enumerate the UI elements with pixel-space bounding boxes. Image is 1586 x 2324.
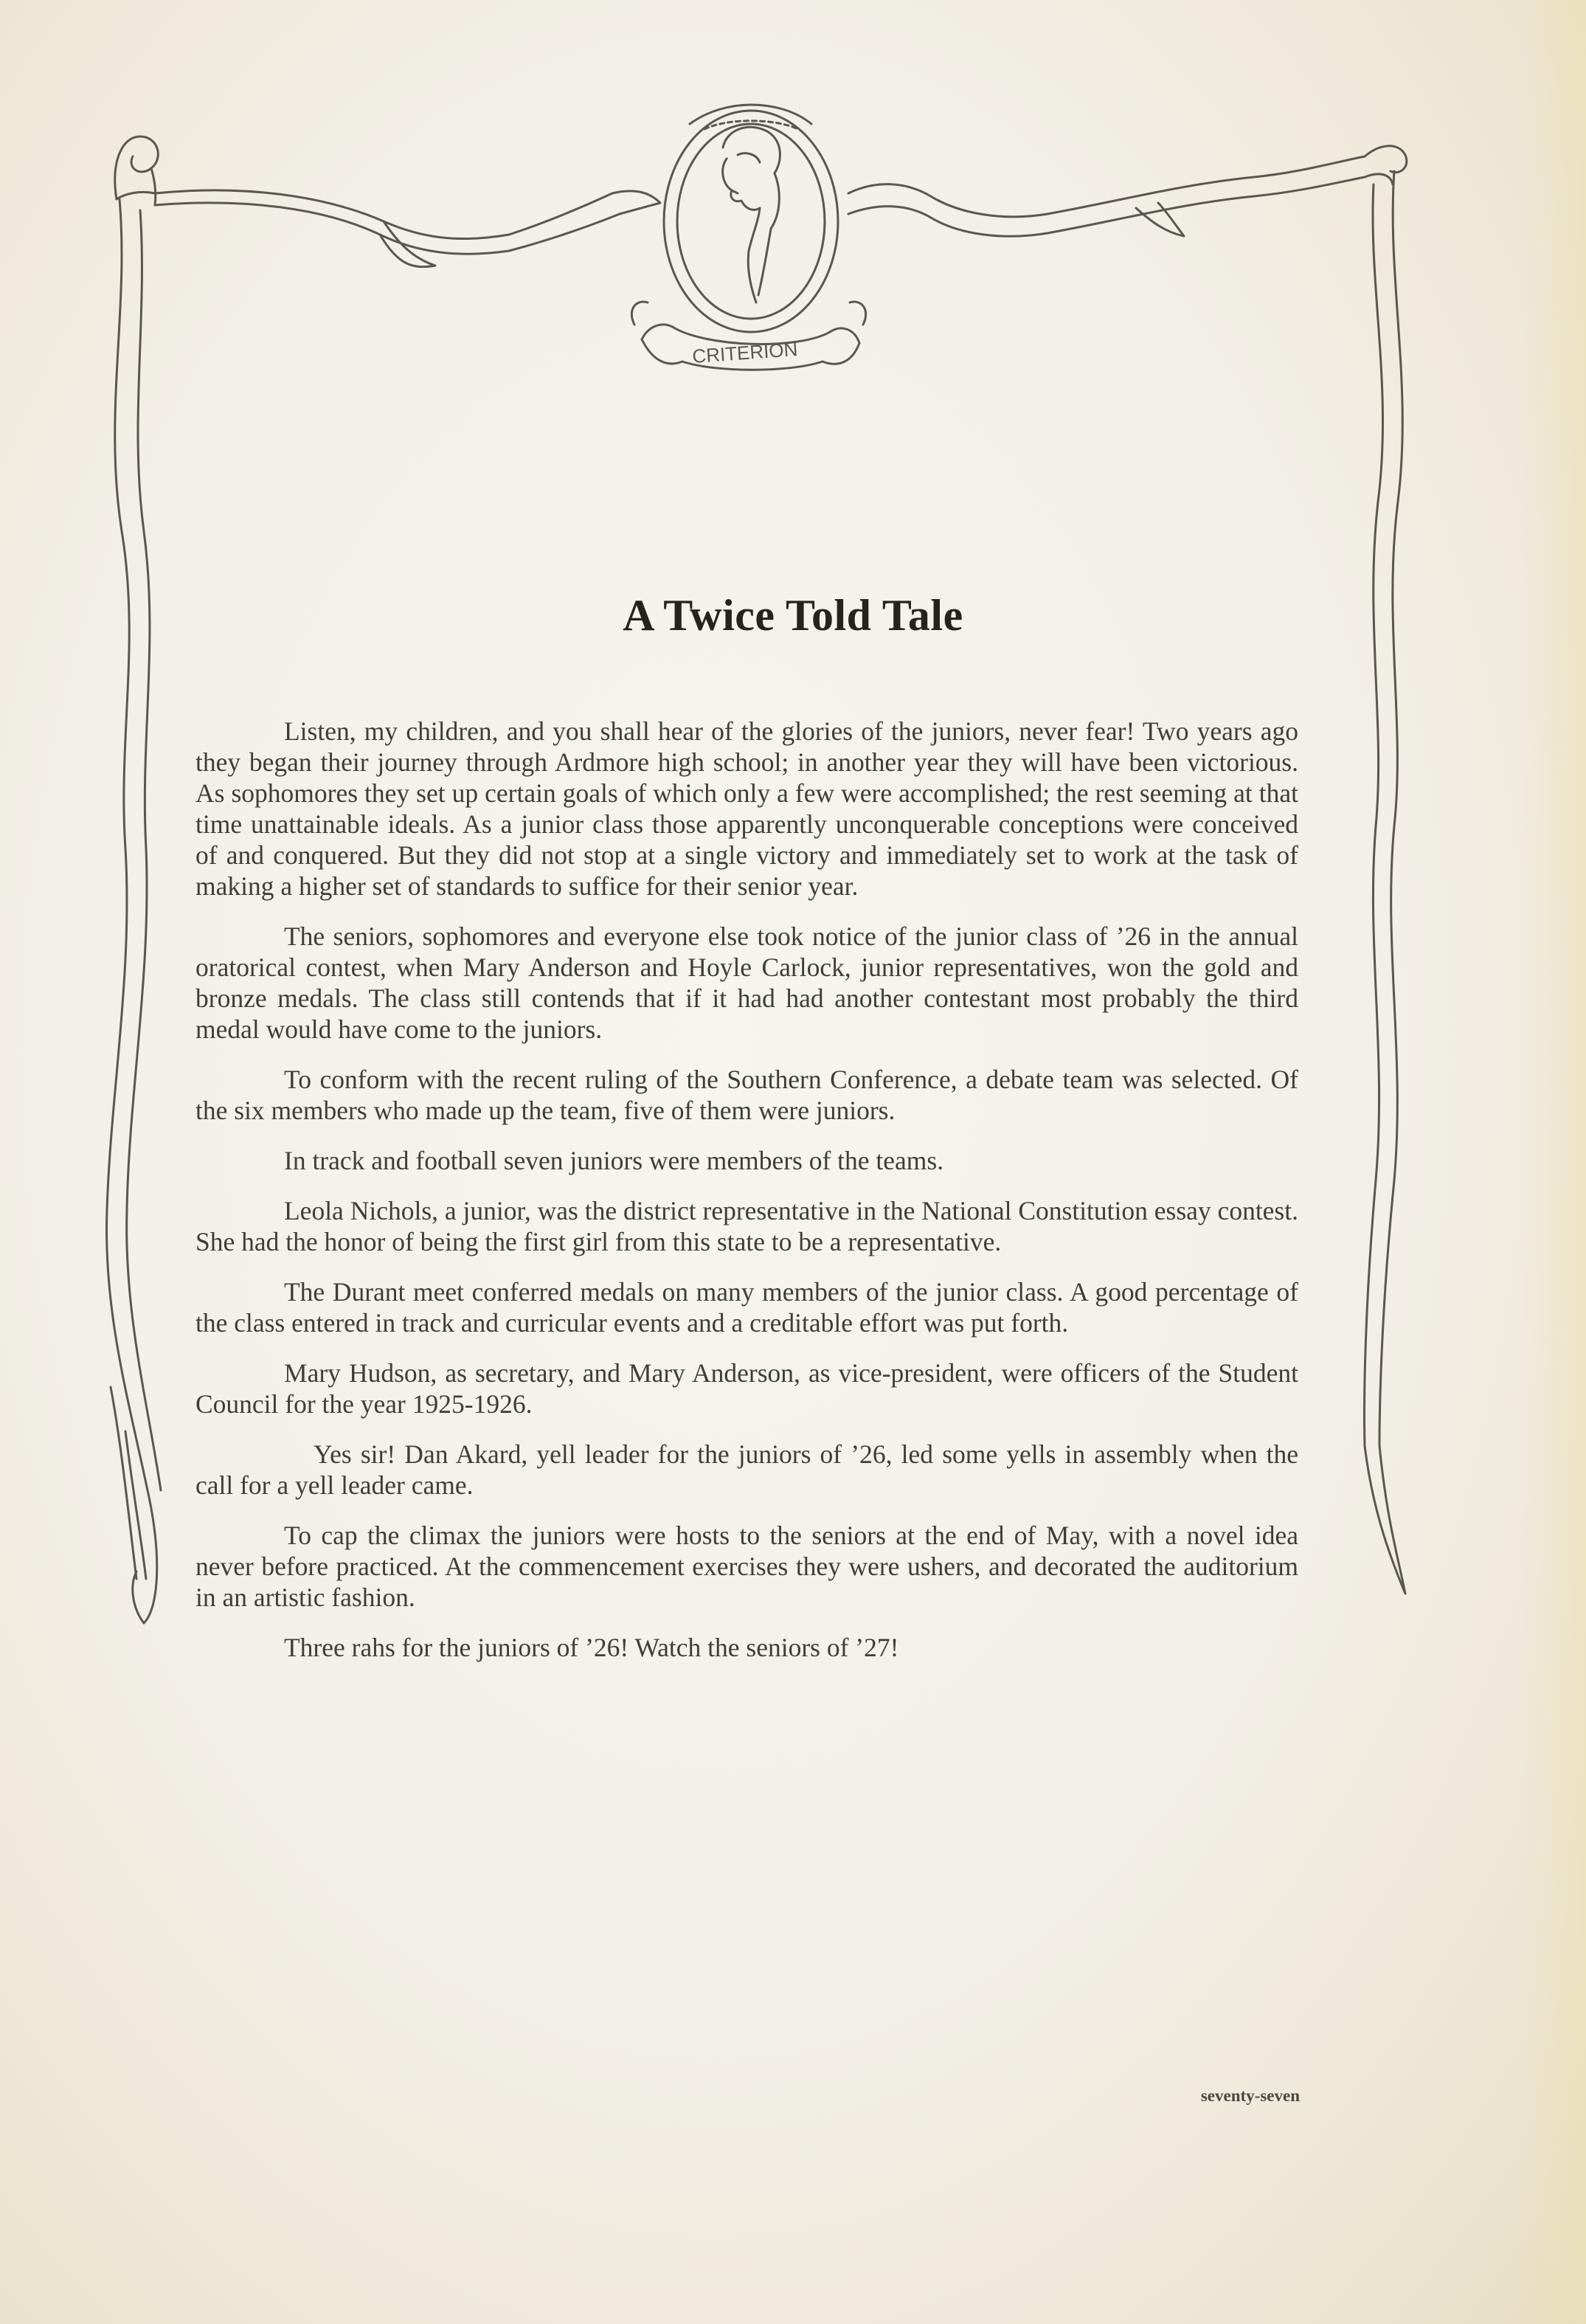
criterion-banner-text: CRITERION [691,338,799,367]
woman-portrait [723,127,780,302]
paragraph: Leola Nichols, a junior, was the district representative in the National Constitution essay contest. She had the honor of being the first girl from this state to be a representative. [195,1196,1298,1256]
paragraph: Yes sir! Dan Akard, yell leader for the juniors of ’26, led some yells in assembly when the call for a yell leader came. [195,1439,1298,1500]
right-ribbon [848,156,1365,236]
right-scroll-curl [1365,146,1407,184]
left-scroll-curl [115,136,158,205]
left-hanging-ribbon [107,199,161,1623]
page-number: seventy-seven [1200,2086,1300,2105]
paragraph: To conform with the recent ruling of the Southern Conference, a debate team was selected. Of the six members who made up the team, five of them were juniors. [195,1065,1298,1125]
paragraph: Three rahs for the juniors of ’26! Watch the seniors of ’27! [284,1633,899,1662]
paragraph: To cap the climax the juniors were hosts to the seniors at the end of May, with a novel idea never before practiced. At the commencement exercises they were ushers, and decorated the auditorium in an artistic fashion. [195,1521,1298,1612]
article-body [195,716,1298,1682]
paragraph: The Durant meet conferred medals on many members of the junior class. A good percentage of the class entered in track and curricular events and a creditable effort was put forth. [195,1277,1298,1338]
right-hanging-ribbon [1365,171,1405,1594]
paragraph: Mary Hudson, as secretary, and Mary Anderson, as vice-president, were officers of the Student Council for the year 1925-1926. [195,1358,1298,1419]
paragraph: Listen, my children, and you shall hear of the glories of the juniors, never fear! Two years ago they began their journey through Ardmore high school; in another year they will have been victorious. As sophomores they set up certain goals of which only a few were accomplished; the rest seeming at that time unattainable ideals. As a junior class those apparently unconquerable conceptions were conceived of and conquered. But they did not stop at a single victory and immediately set to work at the task of making a higher set of standards to suffice for their senior year. [195,716,1298,901]
medallion-frame [664,105,838,332]
left-ribbon [155,190,660,267]
article-title: A Twice Told Tale [623,591,963,640]
paragraph: The seniors, sophomores and everyone else took notice of the junior class of ’26 in the annual oratorical contest, when Mary Anderson and Hoyle Carlock, junior representatives, won the gold and bronze medals. The class still contends that if it had had another contestant most probably the third medal would have come to the juniors. [195,921,1298,1044]
paragraph: In track and football seven juniors were members of the teams. [284,1146,944,1175]
